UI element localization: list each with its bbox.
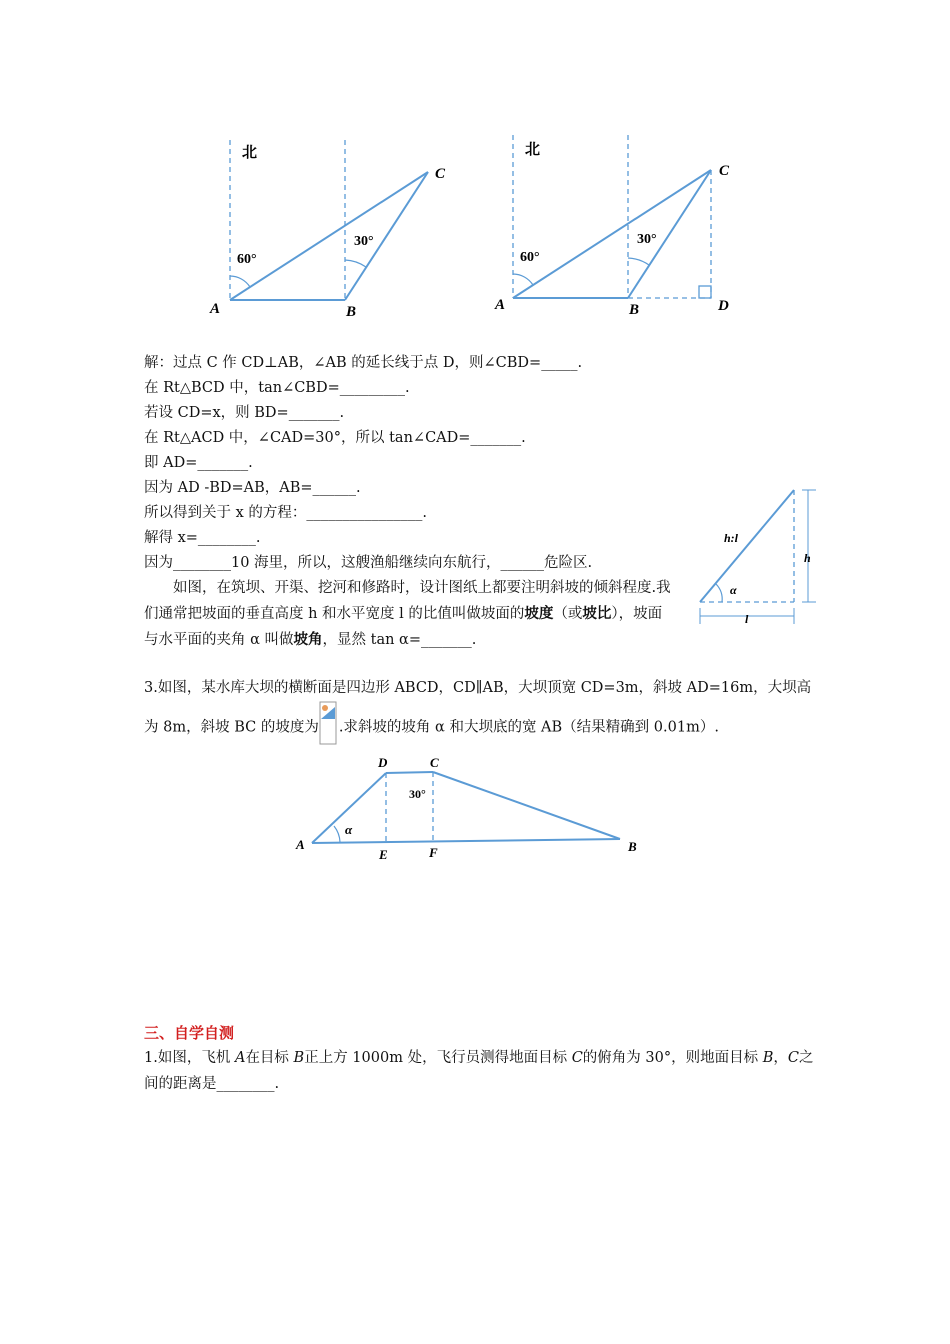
- north-label: 北: [242, 145, 258, 161]
- angle-label-b: 30°: [637, 232, 657, 247]
- dam-point-f: F: [429, 845, 438, 860]
- north-label: 北: [525, 142, 541, 158]
- self-test-question-1: 1.如图，飞机 A在目标 B正上方 1000m 处，飞行员测得地面目标 C的俯角为 30°，则地面目标 B，C之间的距离是________.: [144, 1050, 814, 1092]
- slope-angle-arc: [716, 584, 722, 602]
- solution-line-8: 解得 x=________.: [144, 530, 261, 546]
- point-a: A: [210, 301, 221, 317]
- solution-line-2: 在 Rt△BCD 中，tan∠CBD=_________.: [144, 380, 410, 396]
- slope-ratio-image: [319, 701, 339, 754]
- point-c: C: [719, 163, 730, 179]
- slope-definition-paragraph: 如图，在筑坝、开渠、挖河和修路时，设计图纸上都要注明斜坡的倾斜程度.我们通常把坡面的垂直高度 h 和水平宽度 l 的比值叫做坡面的坡度（或坡比），坡面与水平面的夹角 α 叫做坡角，显然 tan α=_______.: [144, 580, 671, 648]
- dam-point-b: B: [628, 839, 637, 854]
- point-c: C: [435, 166, 446, 182]
- point-b: B: [629, 302, 640, 318]
- dam-angle-c-label: 30°: [409, 787, 426, 801]
- slope-ratio-label: h:l: [724, 531, 739, 545]
- dam-point-a: A: [296, 837, 305, 852]
- slope-angle-label: α: [730, 583, 737, 597]
- point-a: A: [495, 297, 506, 313]
- figure-1: [200, 130, 470, 325]
- solution-line-5: 即 AD=_______.: [144, 455, 253, 471]
- dam-alpha-arc: [334, 826, 340, 842]
- angle-label-a: 60°: [520, 250, 540, 265]
- angle-arc-a: [230, 276, 250, 287]
- right-angle-mark: [699, 286, 711, 298]
- angle-label-a: 60°: [237, 252, 257, 267]
- dam-point-c: C: [430, 755, 439, 770]
- solution-line-4: 在 Rt△ACD 中，∠CAD=30°，所以 tan∠CAD=_______.: [144, 430, 526, 446]
- slope-figure: [692, 480, 827, 630]
- point-b: B: [346, 304, 357, 320]
- solution-line-3: 若设 CD=x，则 BD=_______.: [144, 405, 345, 421]
- term-pobi: 坡比: [582, 605, 612, 622]
- problem-3: 3.如图，某水库大坝的横断面是四边形 ABCD，CD∥AB，大坝顶宽 CD=3m，斜坡 AD=16m，大坝高为 8m，斜坡 BC 的坡度为 .求斜坡的坡角 α 和大坝底的宽 AB（结果精确到 0.01m）.: [144, 676, 814, 754]
- figure-2: [485, 130, 755, 325]
- dam-alpha-label: α: [345, 822, 353, 837]
- angle-label-b: 30°: [354, 234, 374, 249]
- solution-line-6: 因为 AD -BD=AB，AB=______.: [144, 480, 361, 496]
- dam-point-d: D: [378, 755, 388, 770]
- solution-line-7: 所以得到关于 x 的方程：________________.: [144, 505, 428, 521]
- term-pojiao: 坡角: [293, 631, 323, 648]
- angle-arc-b: [345, 260, 366, 267]
- term-podu: 坡度: [524, 605, 554, 622]
- solution-line-9: 因为________10 海里，所以，这艘渔船继续向东航行，______危险区.: [144, 555, 593, 571]
- dam-cb: [433, 772, 620, 839]
- angle-arc-a: [513, 274, 533, 285]
- dam-dc: [386, 772, 433, 773]
- section-heading: 三、自学自测: [144, 1024, 235, 1042]
- dam-ab: [312, 839, 620, 843]
- segment-ac: [513, 170, 711, 298]
- angle-arc-b: [628, 258, 649, 265]
- slope-hypotenuse: [700, 490, 794, 602]
- slope-width-label: l: [745, 612, 749, 626]
- slope-height-label: h: [804, 551, 811, 565]
- dam-point-e: E: [379, 847, 388, 862]
- point-d: D: [718, 298, 729, 314]
- segment-ac: [230, 172, 428, 300]
- dam-figure: [290, 750, 650, 870]
- solution-line-1: 解：过点 C 作 CD⊥AB，∠AB 的延长线于点 D，则∠CBD=_____.: [144, 355, 583, 371]
